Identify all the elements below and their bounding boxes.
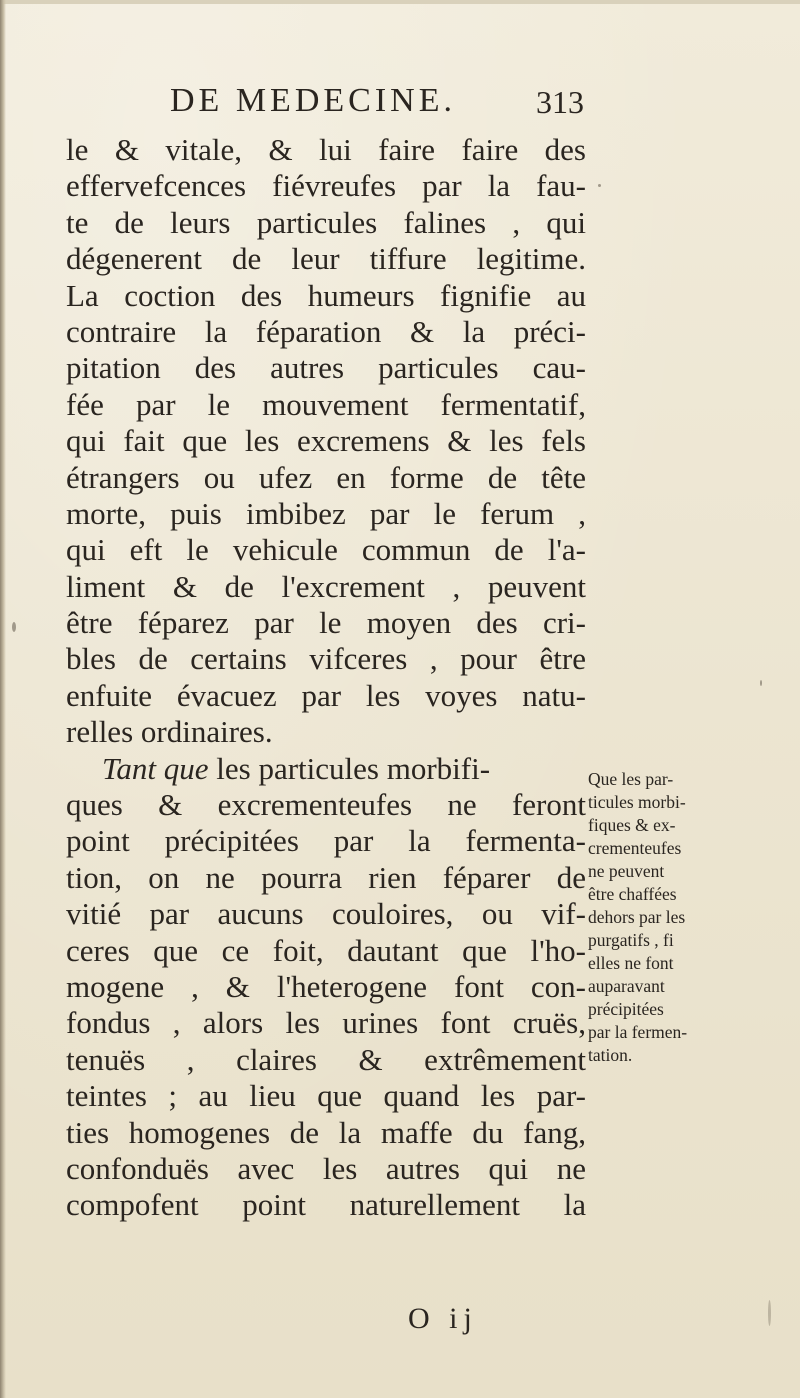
paragraph-opening-line xyxy=(66,751,586,787)
text-line: être féparez par le moyen des cri- xyxy=(66,605,586,641)
paper-speck xyxy=(12,622,16,632)
marginal-note-line: précipitées xyxy=(588,999,664,1019)
marginal-note-line: tation. xyxy=(588,1045,633,1065)
page-top-edge xyxy=(0,0,800,4)
text-line: bles de certains vifceres , pour être xyxy=(66,641,586,677)
text-line: te de leurs particules falines , qui xyxy=(66,204,586,240)
text-line: ties homogenes de la maffe du fang, xyxy=(66,1114,586,1150)
marginal-note-line: par la fermen- xyxy=(588,1022,688,1042)
marginal-note-line: purgatifs , fi xyxy=(588,930,674,950)
marginal-note-line: auparavant xyxy=(588,976,665,996)
text-line: étrangers ou ufez en forme de tête xyxy=(66,459,586,495)
text-line: contraire la féparation & la préci- xyxy=(66,313,586,349)
marginal-note-line: ticules morbi- xyxy=(588,792,686,812)
text-line: tenuës , claires & extrêmement xyxy=(66,1041,586,1077)
text-line: ques & excrementeufes ne feront xyxy=(66,787,586,823)
text-line: ceres que ce foit, dautant que l'ho- xyxy=(66,932,586,968)
marginal-note xyxy=(588,768,734,1067)
paper-speck xyxy=(598,184,601,187)
text-line: qui eft le vehicule commun de l'a- xyxy=(66,532,586,568)
text-line: fée par le mouvement fermentatif, xyxy=(66,386,586,422)
paper-speck xyxy=(760,680,762,686)
signature-mark: O ij xyxy=(408,1302,478,1335)
marginal-note-line: ne peuvent xyxy=(588,861,665,881)
main-text-block xyxy=(66,132,586,1224)
text-line: le & vitale, & lui faire faire des xyxy=(66,132,586,167)
text-line: vitié par aucuns couloires, ou vif- xyxy=(66,896,586,932)
text-line: morte, puis imbibez par le ferum , xyxy=(66,495,586,531)
marginal-note-line: être chaffées xyxy=(588,884,677,904)
text-line: dégenerent de leur tiffure legitime. xyxy=(66,241,586,277)
running-title: DE MEDECINE. xyxy=(170,82,456,119)
text-line: mogene , & l'heterogene font con- xyxy=(66,968,586,1004)
text-line: La coction des humeurs fignifie au xyxy=(66,277,586,313)
text-line: fondus , alors les urines font cruës, xyxy=(66,1005,586,1041)
text-line: relles ordinaires. xyxy=(66,714,273,750)
marginal-note-line: Que les par- xyxy=(588,769,674,789)
marginal-note-line: elles ne font xyxy=(588,953,674,973)
text-line-rest: les particules morbifi- xyxy=(208,750,491,786)
text-line: liment & de l'excrement , peuvent xyxy=(66,568,586,604)
marginal-note-line: dehors par les xyxy=(588,907,686,927)
page-number: 313 xyxy=(536,84,584,120)
text-line: confonduës avec les autres qui ne xyxy=(66,1150,586,1186)
page-gutter-shadow xyxy=(0,0,6,1398)
text-line: enfuite évacuez par les voyes natu- xyxy=(66,677,586,713)
text-line: point précipitées par la fermenta- xyxy=(66,823,586,859)
text-line: tion, on ne pourra rien féparer de xyxy=(66,859,586,895)
marginal-note-line: fiques & ex- xyxy=(588,815,676,835)
text-line: compofent point naturellement la xyxy=(66,1187,586,1223)
text-line: qui fait que les excremens & les fels xyxy=(66,423,586,459)
italic-lead-words: Tant que xyxy=(102,750,209,786)
text-line: pitation des autres particules cau- xyxy=(66,350,586,386)
text-line: teintes ; au lieu que quand les par- xyxy=(66,1078,586,1114)
marginal-note-line: crementeufes xyxy=(588,838,682,858)
text-line: effervefcences fiévreufes par la fau- xyxy=(66,168,586,204)
paper-speck xyxy=(768,1300,771,1326)
